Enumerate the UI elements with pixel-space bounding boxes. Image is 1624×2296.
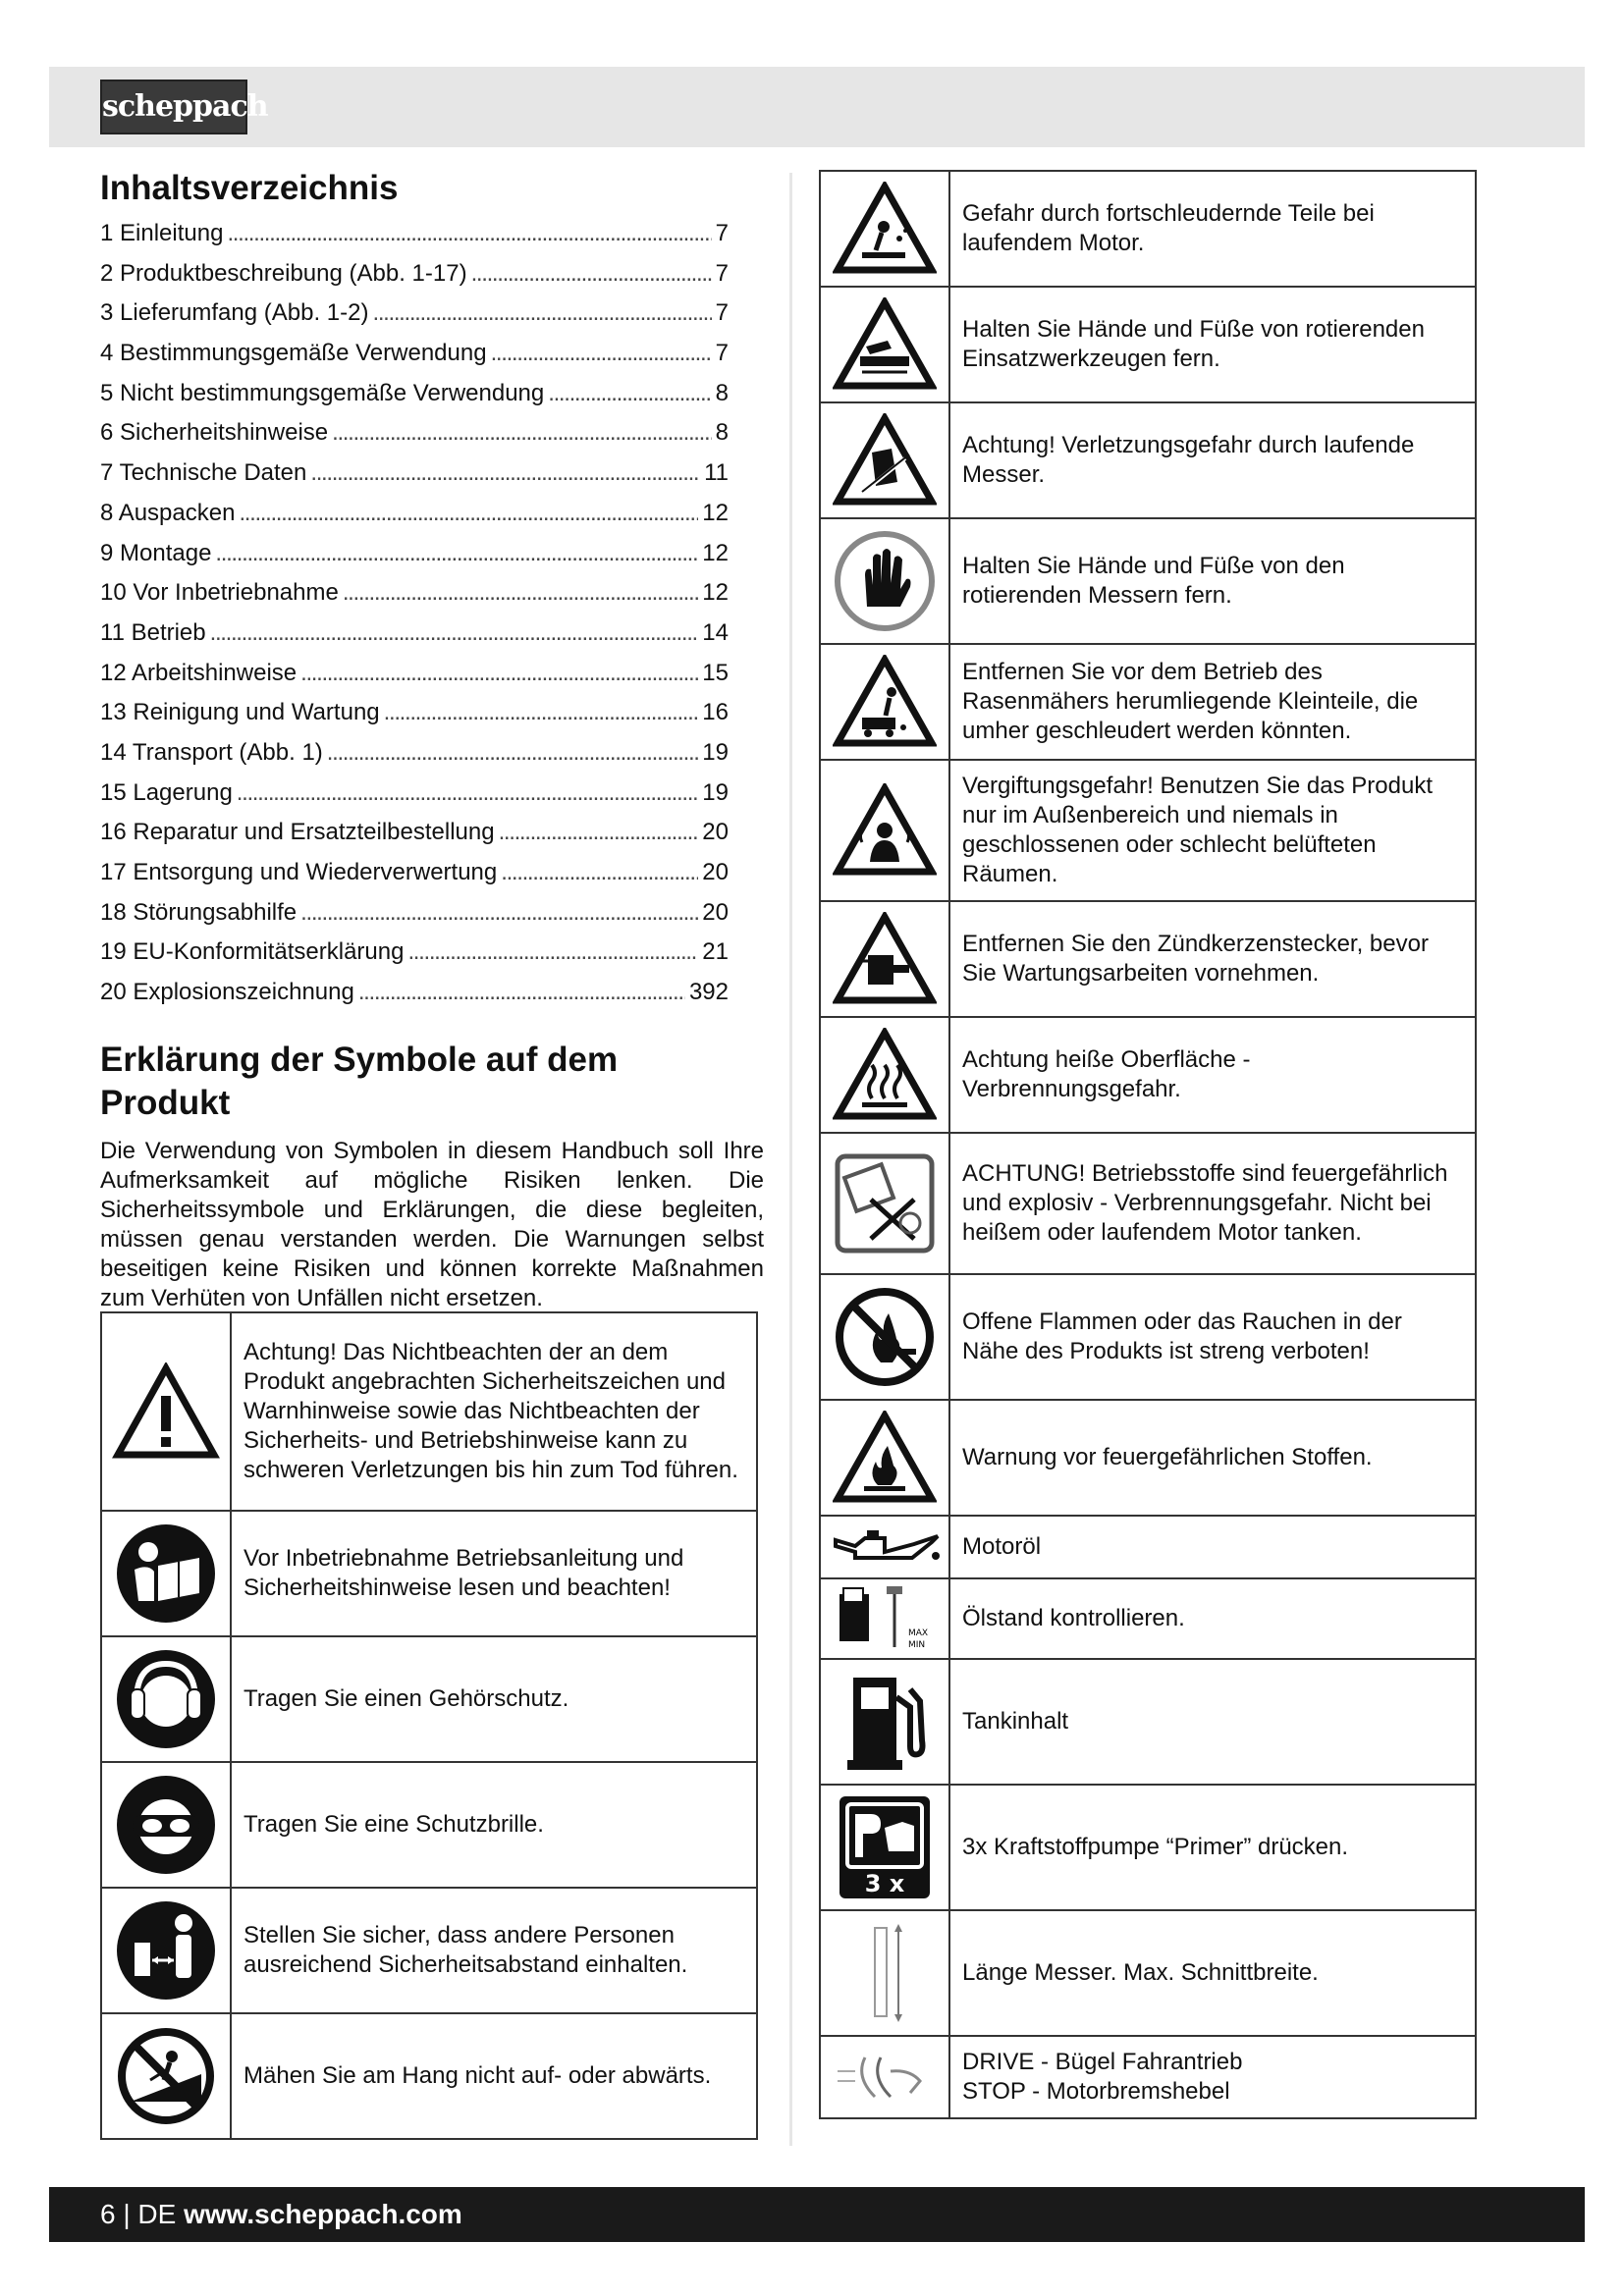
symbol-row	[820, 1659, 1476, 1785]
symbol-row	[820, 1910, 1476, 2036]
symbol-text: DRIVE - Bügel Fahrantrieb STOP - Motorbremshebel	[949, 2036, 1476, 2118]
no-open-flame-icon	[820, 1274, 949, 1400]
toc-item[interactable]: 15 Lagerung . . . 19	[100, 774, 729, 814]
symbol-row	[820, 1133, 1476, 1274]
hot-surface-warning-icon	[820, 1017, 949, 1133]
symbol-text: Gefahr durch fortschleudernde Teile bei laufendem Motor.	[949, 171, 1476, 287]
primer-icon	[820, 1785, 949, 1910]
symbol-row	[820, 901, 1476, 1017]
toc-item[interactable]: 5 Nicht bestimmungsgemäße Verwendung . . . 8	[100, 374, 729, 414]
symbols-intro-text: Die Verwendung von Symbolen in diesem Handbuch soll Ihre Aufmerksamkeit auf mögliche Risiken lenken. Die Sicherheitssymbole und Erklärungen, die diese begleiten, müssen genau verstanden werden. Die Warnungen selbst beseitigen keine Risiken und können korrekte Maßnahmen zum Verhüten von Unfällen nicht ersetzen.	[100, 1137, 764, 1311]
symbol-text: Vergiftungsgefahr! Benutzen Sie das Produkt nur im Außenbereich und niemals in geschlossenen oder schlecht belüfteten Räumen.	[949, 760, 1476, 901]
symbol-text: Achtung heiße Oberfläche - Verbrennungsgefahr.	[949, 1017, 1476, 1133]
toc-item[interactable]: 4 Bestimmungsgemäße Verwendung . . . 7	[100, 334, 729, 374]
toc-item[interactable]: 13 Reinigung und Wartung . . . 16	[100, 693, 729, 733]
toc-item[interactable]: 19 EU-Konformitätserklärung . . . 21	[100, 933, 729, 973]
symbol-row	[101, 1636, 757, 1762]
symbol-row	[820, 518, 1476, 644]
svg-text:3 x: 3 x	[864, 1870, 905, 1897]
symbol-text: Ölstand kontrollieren.	[949, 1578, 1476, 1659]
symbols-table-right	[819, 170, 1477, 2119]
toc-item[interactable]: 16 Reparatur und Ersatzteilbestellung . . . 20	[100, 813, 729, 853]
svg-text:MAX: MAX	[908, 1629, 929, 1638]
spark-plug-warning-icon	[820, 901, 949, 1017]
symbol-text: Tankinhalt	[949, 1659, 1476, 1785]
motor-oil-icon	[820, 1516, 949, 1578]
toc-item[interactable]: 9 Montage . . . 12	[100, 534, 729, 574]
symbol-row	[820, 1017, 1476, 1133]
blade-length-icon	[820, 1910, 949, 2036]
read-manual-icon	[101, 1511, 231, 1636]
symbol-row	[101, 1888, 757, 2013]
symbol-text: Halten Sie Hände und Füße von den rotierenden Messern fern.	[949, 518, 1476, 644]
toc-item[interactable]: 7 Technische Daten . . . 11	[100, 454, 729, 494]
keep-hands-away-icon	[820, 518, 949, 644]
general-warning-icon	[101, 1312, 231, 1511]
symbol-text: Mähen Sie am Hang nicht auf- oder abwärts.	[231, 2013, 757, 2139]
symbols-section-title: Erklärung der Symbole auf dem Produkt	[100, 1040, 619, 1122]
fuel-explosive-icon	[820, 1133, 949, 1274]
symbol-text: Halten Sie Hände und Füße von rotierenden Einsatzwerkzeugen fern.	[949, 287, 1476, 402]
symbol-row	[820, 760, 1476, 901]
symbol-text: Tragen Sie einen Gehörschutz.	[231, 1636, 757, 1762]
safety-goggles-icon	[101, 1762, 231, 1888]
page-number: 6 | DE	[100, 2199, 185, 2229]
column-divider	[789, 173, 792, 2146]
symbol-row	[101, 1511, 757, 1636]
toc-item[interactable]: 20 Explosionszeichnung . . . 392	[100, 973, 729, 1013]
toc-item[interactable]: 1 Einleitung . . . 7	[100, 214, 729, 254]
symbol-row	[101, 1312, 757, 1511]
symbol-row	[820, 402, 1476, 518]
symbol-row	[820, 2036, 1476, 2118]
flammable-warning-icon	[820, 1400, 949, 1516]
drive-stop-lever-icon	[820, 2036, 949, 2118]
toc-item[interactable]: 12 Arbeitshinweise . . . 15	[100, 654, 729, 694]
rotating-tool-warning-icon	[820, 287, 949, 402]
toc-item[interactable]: 17 Entsorgung und Wiederverwertung . . . 20	[100, 853, 729, 893]
symbol-row	[820, 1400, 1476, 1516]
oil-level-icon	[820, 1578, 949, 1659]
symbol-text: Warnung vor feuergefährlichen Stoffen.	[949, 1400, 1476, 1516]
symbol-text: Tragen Sie eine Schutzbrille.	[231, 1762, 757, 1888]
symbol-text: Stellen Sie sicher, dass andere Personen ausreichend Sicherheitsabstand einhalten.	[231, 1888, 757, 2013]
symbols-table-left	[100, 1311, 758, 2140]
toc-item[interactable]: 8 Auspacken . . . 12	[100, 494, 729, 534]
left-column	[100, 169, 768, 1313]
header-bar	[49, 67, 1585, 147]
poisoning-warning-icon	[820, 760, 949, 901]
no-slope-mowing-icon	[101, 2013, 231, 2139]
toc-item[interactable]: 11 Betrieb . . . 14	[100, 614, 729, 654]
symbol-row	[820, 1274, 1476, 1400]
remove-debris-warning-icon	[820, 644, 949, 760]
safety-distance-icon	[101, 1888, 231, 2013]
toc-item[interactable]: 3 Lieferumfang (Abb. 1-2) . . . 7	[100, 294, 729, 334]
symbol-text: ACHTUNG! Betriebsstoffe sind feuergefährlich und explosiv - Verbrennungsgefahr. Nicht bei heißem oder laufendem Motor tanken.	[949, 1133, 1476, 1274]
ear-protection-icon	[101, 1636, 231, 1762]
symbol-row	[820, 287, 1476, 402]
table-of-contents	[100, 214, 768, 1013]
symbol-text: Motoröl	[949, 1516, 1476, 1578]
toc-item[interactable]: 10 Vor Inbetriebnahme . . . 12	[100, 573, 729, 614]
footer-url[interactable]: www.scheppach.com	[184, 2199, 462, 2229]
toc-item[interactable]: 14 Transport (Abb. 1) . . . 19	[100, 733, 729, 774]
symbol-text: Offene Flammen oder das Rauchen in der Nähe des Produkts ist streng verboten!	[949, 1274, 1476, 1400]
symbol-text: Entfernen Sie den Zündkerzenstecker, bevor Sie Wartungsarbeiten vornehmen.	[949, 901, 1476, 1017]
symbol-text: Vor Inbetriebnahme Betriebsanleitung und Sicherheitshinweise lesen und beachten!	[231, 1511, 757, 1636]
scheppach-logo: scheppach	[100, 80, 247, 134]
symbol-row	[820, 1578, 1476, 1659]
toc-item[interactable]: 2 Produktbeschreibung (Abb. 1-17) . . . 7	[100, 254, 729, 294]
fuel-pump-icon	[820, 1659, 949, 1785]
blade-injury-warning-icon	[820, 402, 949, 518]
symbol-text: Länge Messer. Max. Schnittbreite.	[949, 1910, 1476, 2036]
symbol-row	[820, 1516, 1476, 1578]
toc-item[interactable]: 6 Sicherheitshinweise . . . 8	[100, 413, 729, 454]
svg-text:MIN: MIN	[908, 1640, 926, 1650]
symbol-row	[820, 1785, 1476, 1910]
footer-bar	[49, 2187, 1585, 2242]
symbol-text: 3x Kraftstoffpumpe “Primer” drücken.	[949, 1785, 1476, 1910]
toc-title: Inhaltsverzeichnis	[100, 169, 399, 207]
symbol-text: Achtung! Verletzungsgefahr durch laufende Messer.	[949, 402, 1476, 518]
toc-item[interactable]: 18 Störungsabhilfe . . . 20	[100, 893, 729, 934]
flying-parts-warning-icon	[820, 171, 949, 287]
symbol-row	[101, 1762, 757, 1888]
symbol-row	[101, 2013, 757, 2139]
symbol-text: Entfernen Sie vor dem Betrieb des Rasenmähers herumliegende Kleinteile, die umher geschleudert werden könnten.	[949, 644, 1476, 760]
symbol-text: Achtung! Das Nichtbeachten der an dem Produkt angebrachten Sicherheitszeichen und Warnhinweise sowie das Nichtbeachten der Sicherheits- und Betriebshinweise kann zu schweren Verletzungen bis hin zum Tod führen.	[231, 1312, 757, 1511]
symbol-row	[820, 171, 1476, 287]
symbol-row	[820, 644, 1476, 760]
